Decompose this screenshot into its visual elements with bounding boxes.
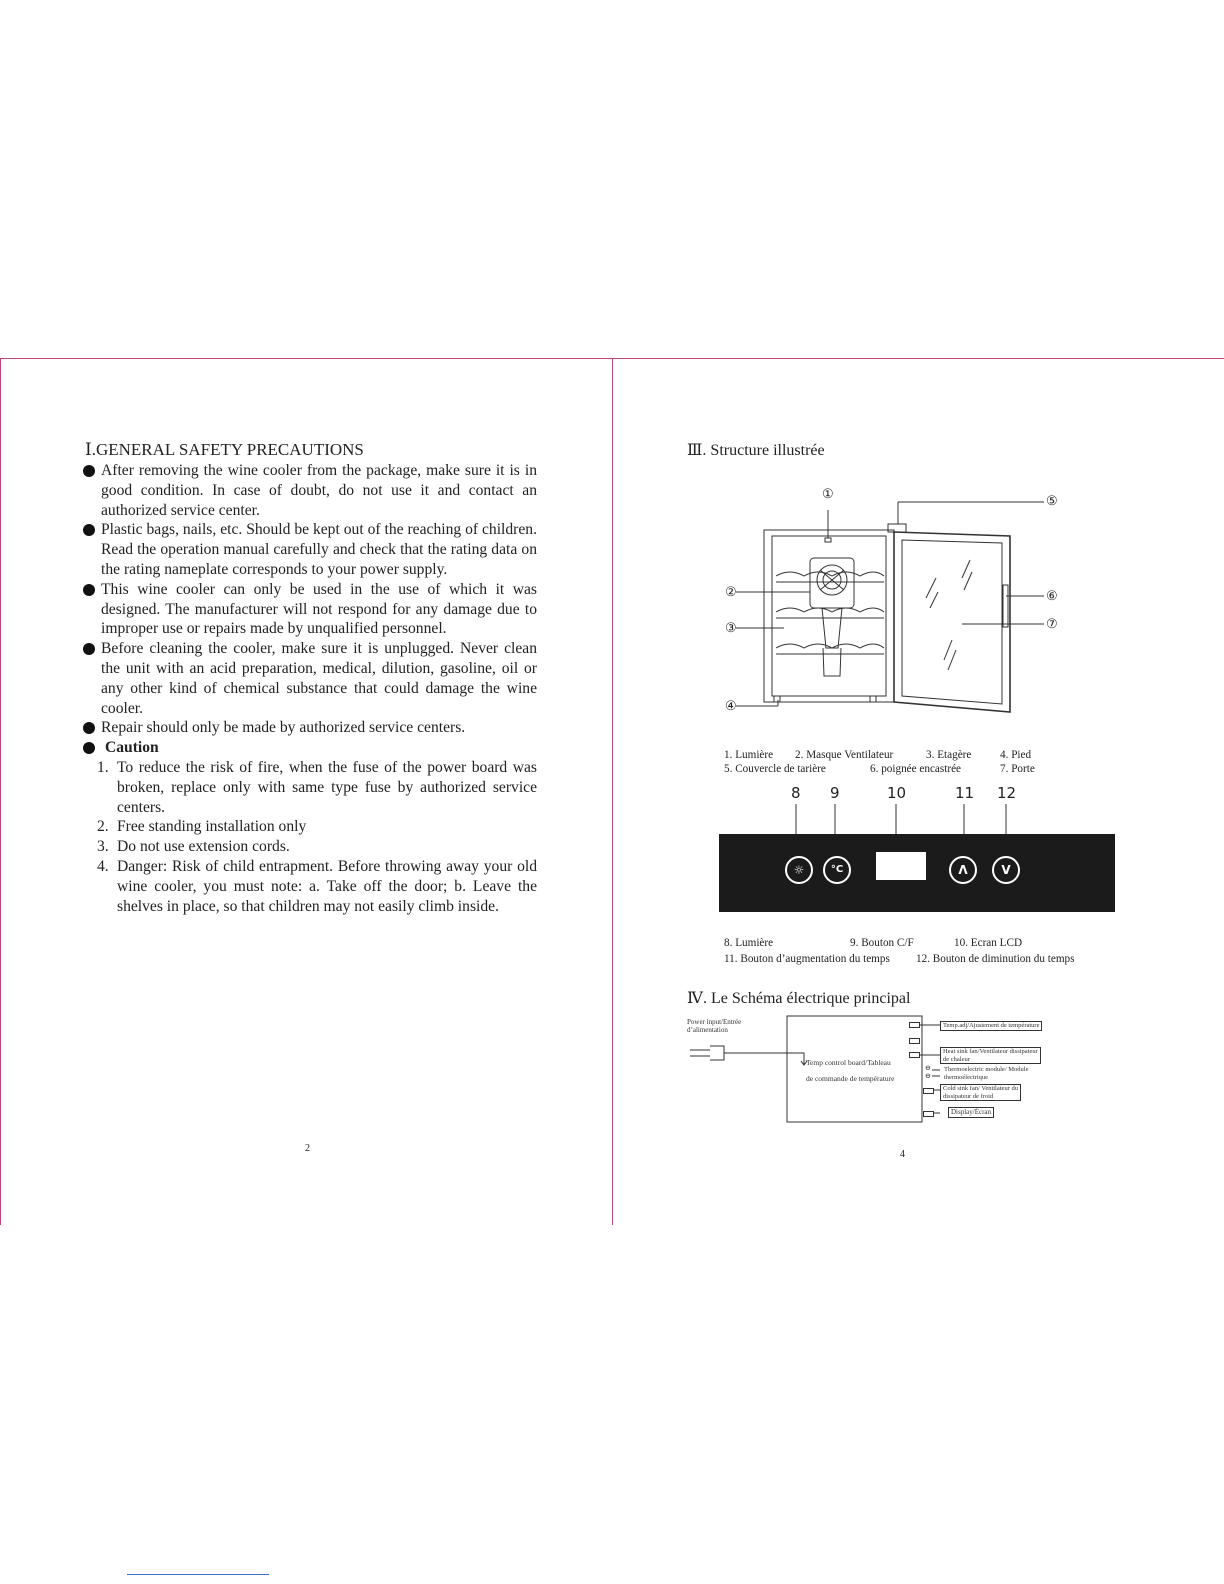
page-divider bbox=[612, 358, 613, 1225]
safety-title: Ⅰ.GENERAL SAFETY PRECAUTIONS bbox=[85, 440, 364, 459]
footer-rule bbox=[127, 1574, 269, 1575]
output-display: Display/Écran bbox=[948, 1107, 994, 1118]
safety-bullet: This wine cooler can only be used in the use of which it was designed. The manufacturer will not respond for any damage due to improper use or repairs made by unqualified personnel. bbox=[83, 580, 537, 639]
lcd-screen bbox=[876, 852, 926, 880]
output-cold-sink-fan: Cold sink fan/ Ventilateur du dissipateur de froid bbox=[940, 1084, 1021, 1101]
safety-list bbox=[83, 461, 537, 916]
caution-item: 4. Danger: Risk of child entrapment. Before throwing away your old wine cooler, you must note: a. Take off the door; b. Leave the shelves in place, so that children may not easily climb inside. bbox=[97, 857, 537, 915]
control-panel bbox=[719, 834, 1115, 912]
panel-number-9: 9 bbox=[830, 784, 840, 802]
structure-title: Ⅲ. Structure illustrée bbox=[687, 442, 825, 459]
panel-number-11: 11 bbox=[955, 784, 975, 802]
cf-button[interactable]: °C bbox=[823, 856, 851, 884]
temp-up-button[interactable]: Λ bbox=[949, 856, 977, 884]
callout-5: ⑤ bbox=[1046, 493, 1058, 508]
wiring-title: Ⅳ. Le Schéma électrique principal bbox=[687, 990, 911, 1007]
bullet-dot-icon bbox=[83, 465, 95, 477]
safety-bullet: After removing the wine cooler from the package, make sure it is in good condition. In case of doubt, do not use it and contact an authorized service center. bbox=[83, 461, 537, 520]
safety-bullet: Plastic bags, nails, etc. Should be kept out of the reaching of children. Read the operation manual carefully and check that the rating data on the rating nameplate corresponds to your power supply. bbox=[83, 520, 537, 579]
temp-down-button[interactable]: V bbox=[992, 856, 1020, 884]
light-button[interactable]: ☼ bbox=[785, 856, 813, 884]
safety-bullet: Before cleaning the cooler, make sure it is unplugged. Never clean the unit with an acid preparation, medical, dilution, gasoline, oil or any other kind of chemical substance that could damage the wine cooler. bbox=[83, 639, 537, 718]
output-heat-sink-fan: Heat sink fan/Ventilateur dissipateur de chaleur bbox=[940, 1047, 1041, 1064]
board-label-1: Temp control board/Tableau bbox=[806, 1058, 891, 1067]
thermo-terminal-icon: ⊖ ⊖ bbox=[925, 1064, 931, 1080]
callout-7: ⑦ bbox=[1046, 616, 1058, 631]
bullet-dot-icon bbox=[83, 643, 95, 655]
callout-6: ⑥ bbox=[1046, 588, 1058, 603]
power-input-label: Power input/Entrée d’alimentation bbox=[687, 1018, 742, 1034]
board-label-2: de commande de température bbox=[806, 1074, 895, 1083]
bullet-dot-icon bbox=[83, 742, 95, 754]
callout-2: ② bbox=[725, 584, 737, 599]
caution-item: 2. Free standing installation only bbox=[97, 818, 307, 836]
bullet-dot-icon bbox=[83, 722, 95, 734]
output-thermoelectric-module: Thermoelectric module/ Module thermoélectrique bbox=[944, 1066, 1029, 1081]
callout-1: ① bbox=[822, 486, 834, 501]
callout-4: ④ bbox=[725, 698, 737, 713]
bullet-dot-icon bbox=[83, 584, 95, 596]
panel-number-12: 12 bbox=[997, 784, 1017, 802]
page-number-right: 4 bbox=[900, 1149, 905, 1160]
left-page-border bbox=[0, 358, 1, 1225]
caution-heading: Caution bbox=[83, 738, 537, 758]
callout-3: ③ bbox=[725, 620, 737, 635]
caution-item: 3. Do not use extension cords. bbox=[97, 838, 290, 856]
cooler-illustration bbox=[700, 480, 1080, 730]
page-number-left: 2 bbox=[305, 1143, 310, 1154]
bullet-dot-icon bbox=[83, 524, 95, 536]
safety-bullet: Repair should only be made by authorized service centers. bbox=[83, 718, 537, 738]
panel-number-10: 10 bbox=[887, 784, 907, 802]
wiring-diagram bbox=[690, 1014, 940, 1124]
output-temp-adj: Temp.adj/Ajustement de température bbox=[940, 1021, 1042, 1031]
panel-number-8: 8 bbox=[791, 784, 801, 802]
caution-item: 1. To reduce the risk of fire, when the fuse of the power board was broken, replace only with same type fuse by authorized service centers. bbox=[97, 758, 537, 816]
